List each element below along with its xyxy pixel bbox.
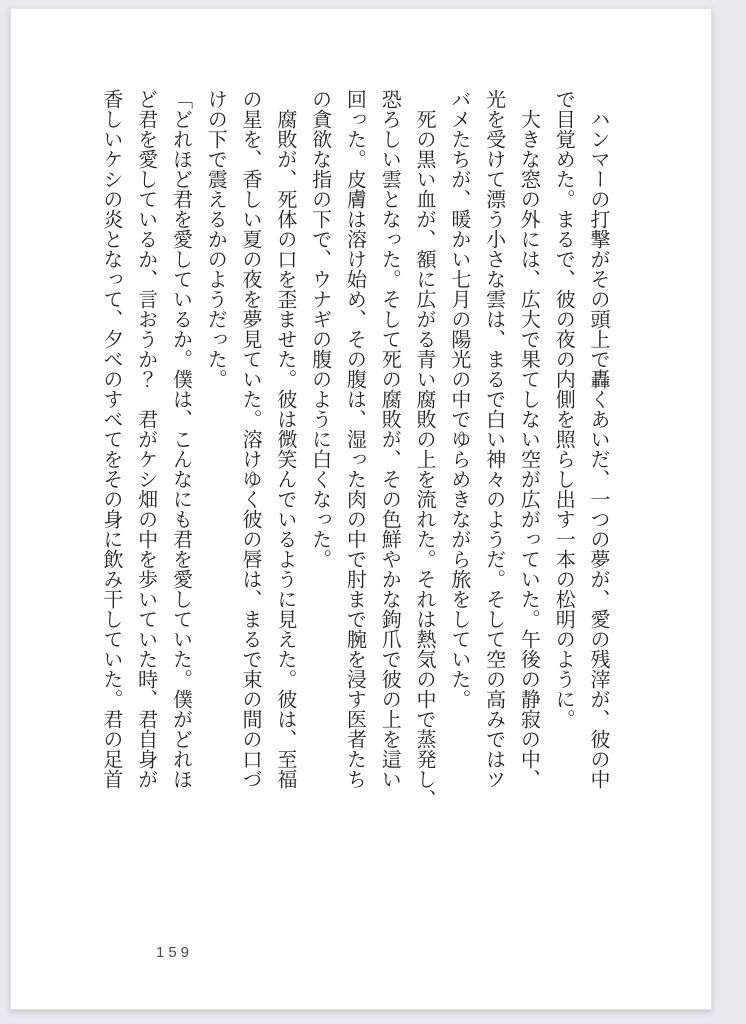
text-column: 「どれほど君を愛しているか。僕は、こんなにも君を愛していた。僕がどれほ bbox=[169, 89, 192, 789]
text-column: 死の黒い血が、額に広がる青い腐敗の上を流れた。それは熱気の中で蒸発し、 bbox=[413, 109, 436, 809]
text-column: の星を、香しい夏の夜を夢見ていた。溶けゆく彼の唇は、まるで束の間の口づ bbox=[239, 89, 262, 789]
text-column: けの下で震えるかのようだった。 bbox=[204, 89, 227, 389]
text-column: 腐敗が、死体の口を歪ませた。彼は微笑んでいるように見えた。彼は、至福 bbox=[273, 109, 296, 789]
page-number: 159 bbox=[156, 944, 194, 961]
text-column: で目覚めた。まるで、彼の夜の内側を照らし出す一本の松明のように。 bbox=[552, 89, 575, 729]
text-column: ど君を愛しているか、言おうか？ 君がケシ畑の中を歩いていた時、君自身が bbox=[134, 89, 157, 789]
text-column: の貪欲な指の下で、ウナギの腹のように白くなった。 bbox=[308, 89, 331, 569]
text-column: 大きな窓の外には、広大で果てしない空が広がっていた。午後の静寂の中、 bbox=[517, 109, 540, 789]
text-column: 光を受けて漂う小さな雲は、まるで白い神々のようだ。そして空の高みではツ bbox=[482, 89, 505, 789]
book-page bbox=[10, 8, 712, 1010]
text-column: ハンマーの打撃がその頭上で轟くあいだ、一つの夢が、愛の残滓が、彼の中 bbox=[587, 109, 609, 789]
vertical-text-block bbox=[93, 89, 615, 809]
text-column: バメたちが、暖かい七月の陽光の中でゆらめきながら旅をしていた。 bbox=[447, 89, 470, 709]
text-column: 回った。皮膚は溶け始め、その腹は、湿った肉の中で肘まで腕を浸す医者たち bbox=[343, 89, 366, 789]
text-column: 香しいケシの炎となって、夕べのすべてをその身に飲み干していた。君の足首 bbox=[99, 89, 122, 789]
text-column: 恐ろしい雲となった。そして死の腐敗が、その色鮮やかな鉤爪で彼の上を這い bbox=[378, 89, 401, 789]
